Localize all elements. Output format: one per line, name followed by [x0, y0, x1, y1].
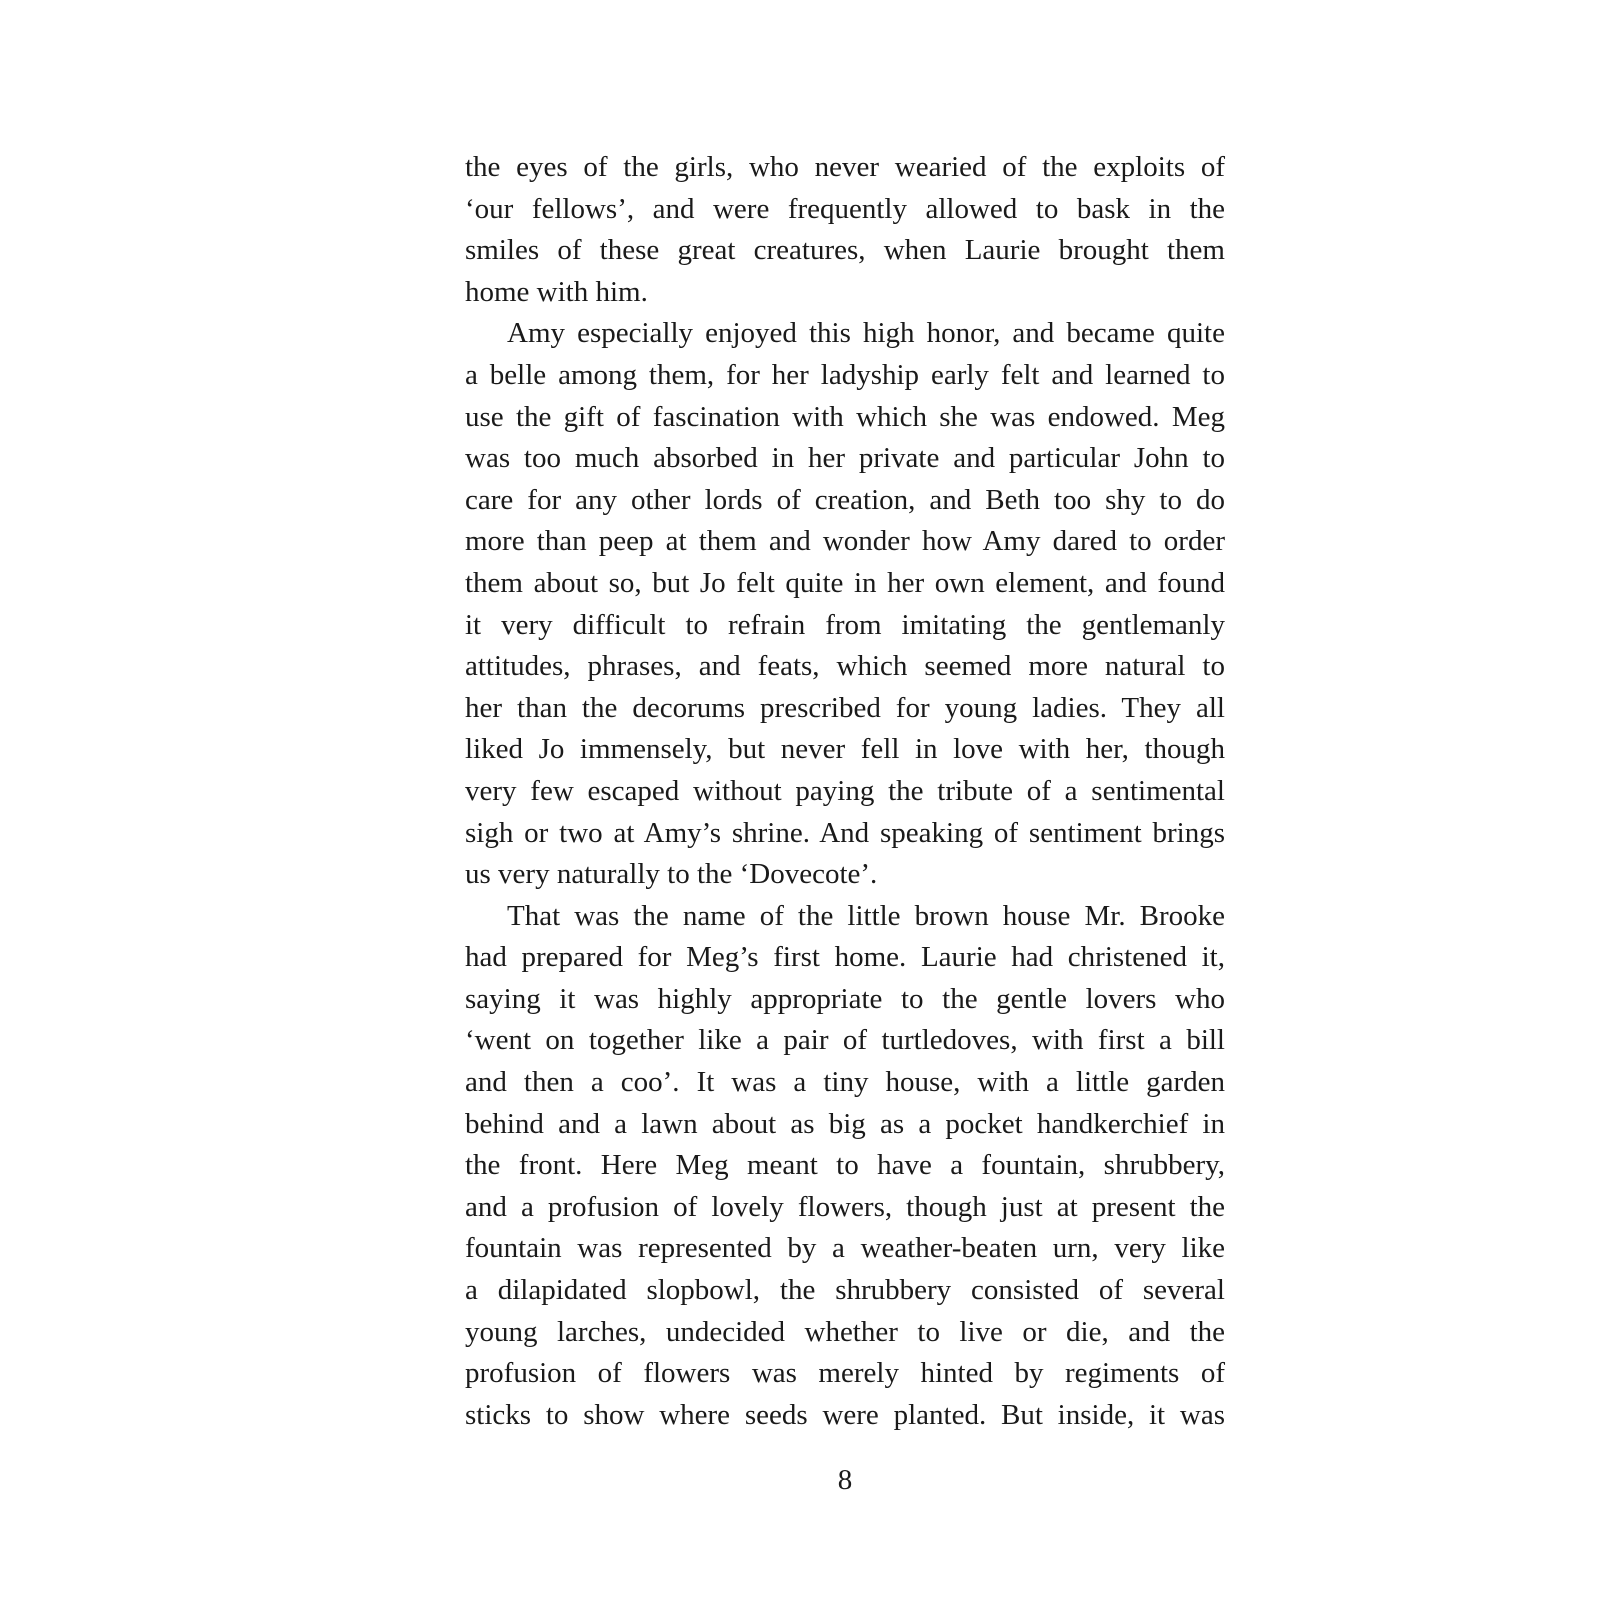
text-line: young larches, undecided whether to live or die, and the [465, 1315, 1225, 1348]
text-line: her than the decorums prescribed for young ladies. They all [465, 691, 1225, 724]
text-line: profusion of flowers was merely hinted by regiments of [465, 1357, 1225, 1390]
text-line: That was the name of the little brown house Mr. Brooke [507, 899, 1225, 932]
text-line: and then a coo’. It was a tiny house, with a little garden [465, 1066, 1225, 1099]
text-line: it very difficult to refrain from imitating the gentlemanly [465, 608, 1225, 641]
text-line: care for any other lords of creation, and Beth too shy to do [465, 483, 1225, 516]
text-line: smiles of these great creatures, when Laurie brought them [465, 234, 1225, 267]
text-line: behind and a lawn about as big as a pocket handkerchief in [465, 1107, 1225, 1140]
text-line: ‘went on together like a pair of turtledoves, with first a bill [465, 1024, 1225, 1057]
text-line: ‘our fellows’, and were frequently allowed to bask in the [465, 192, 1225, 225]
page-number: 8 [837, 1464, 853, 1496]
text-line: use the gift of fascination with which she was endowed. Meg [465, 400, 1225, 433]
text-line: a belle among them, for her ladyship early felt and learned to [465, 358, 1225, 391]
text-line: the front. Here Meg meant to have a fountain, shrubbery, [465, 1149, 1225, 1182]
text-line: us very naturally to the ‘Dovecote’. [465, 858, 878, 891]
text-line: very few escaped without paying the tribute of a sentimental [465, 774, 1225, 807]
text-line: the eyes of the girls, who never wearied of the exploits of [465, 151, 1225, 183]
text-line: sigh or two at Amy’s shrine. And speaking of sentiment brings [465, 816, 1225, 849]
text-line: liked Jo immensely, but never fell in love with her, though [465, 733, 1225, 766]
text-line: a dilapidated slopbowl, the shrubbery consisted of several [465, 1274, 1225, 1307]
text-line: and a profusion of lovely flowers, though just at present the [465, 1190, 1225, 1223]
text-line: saying it was highly appropriate to the gentle lovers who [465, 982, 1225, 1015]
text-line: home with him. [465, 275, 648, 308]
text-line: fountain was represented by a weather-beaten urn, very like [465, 1232, 1225, 1265]
body-text [465, 147, 1225, 1436]
text-line: them about so, but Jo felt quite in her own element, and found [465, 566, 1225, 599]
text-line: sticks to show where seeds were planted. But inside, it was [465, 1398, 1225, 1431]
text-line: more than peep at them and wonder how Amy dared to order [465, 525, 1225, 558]
text-line: was too much absorbed in her private and particular John to [465, 442, 1225, 475]
text-line: attitudes, phrases, and feats, which seemed more natural to [465, 650, 1225, 683]
text-line: had prepared for Meg’s first home. Laurie had christened it, [465, 941, 1225, 974]
text-line: Amy especially enjoyed this high honor, and became quite [507, 317, 1225, 350]
